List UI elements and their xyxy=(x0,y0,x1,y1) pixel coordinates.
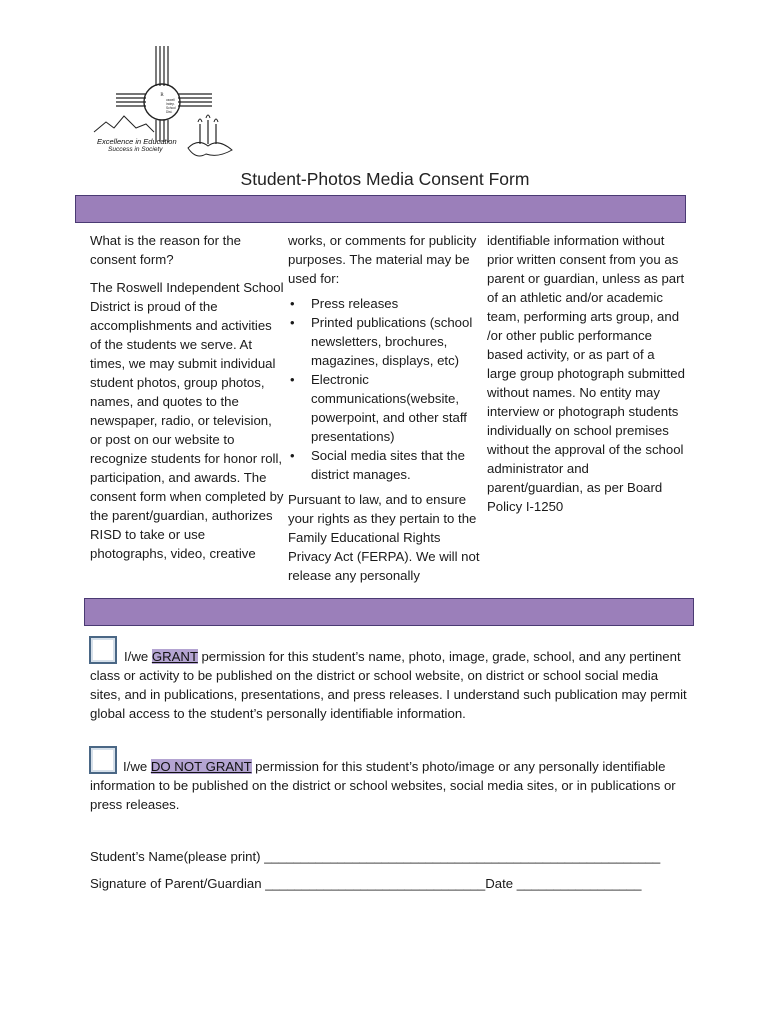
usage-list-item: • Press releases xyxy=(288,294,484,313)
info-column-2 xyxy=(288,231,484,585)
deny-text: permission for this student’s photo/image or any personally identifiable information to be published on the district or school websites, social media sites, or in publications or press releases. xyxy=(90,759,676,812)
svg-text:Dist.: Dist. xyxy=(166,110,173,114)
privacy-body: identifiable information without prior written consent from you as parent or guardian, unless as part of an athletic and/or academic team, performing arts group, and /or other public performance based activity, or as part of a large group photograph submitted without names. No entity may interview or photograph students individually on school premises without the approval of the school administrator and parent/guardian, as per Board Policy I-1250 xyxy=(487,233,685,514)
logo-caption-success: Success in Society xyxy=(108,146,163,153)
svg-text:oswell: oswell xyxy=(166,98,175,102)
deny-keyword: DO NOT GRANT xyxy=(150,759,252,774)
svg-text:School: School xyxy=(166,106,176,110)
usage-list-item: • Electronic communications(website, powerpoint, and other staff presentations) xyxy=(288,370,484,446)
section-header-band xyxy=(75,195,686,223)
parent-signature-field[interactable]: Signature of Parent/Guardian ______________________________Date _________________ xyxy=(90,876,642,891)
grant-statement xyxy=(90,647,690,723)
deny-statement xyxy=(90,757,690,814)
ferpa-text: Pursuant to law, and to ensure your rights as they pertain to the Family Educational Rights Privacy Act (FERPA). We will not release any personally xyxy=(288,492,480,583)
svg-text:R: R xyxy=(160,93,164,98)
usage-list-item: • Printed publications (school newsletters, brochures, magazines, displays, etc) xyxy=(288,313,484,370)
form-title: Student-Photos Media Consent Form xyxy=(240,169,530,189)
info-column-1 xyxy=(90,231,285,563)
grant-text: permission for this student’s name, photo, image, grade, school, and any pertinent class or activity to be published on the district or school website, on district or school social media sites, and in publications, presentations, and press releases. I understand such publication may permit global access to the student’s personally identifiable information. xyxy=(90,649,687,721)
deny-prefix: I/we xyxy=(123,759,151,774)
grant-keyword: GRANT xyxy=(151,649,198,664)
reason-body: The Roswell Independent School District is proud of the accomplishments and activities of the students we serve. At times, we may submit individual student photos, group photos, names, and quotes to the newspaper, radio, or television, or post on our website to recognize students for honor roll, participation, and awards. The consent form when completed by the parent/guardian, authorizes RISD to take or use photographs, video, creative xyxy=(90,280,284,561)
logo-caption-excellence: Excellence in Education xyxy=(97,137,177,146)
grant-prefix: I/we xyxy=(124,649,152,664)
consent-header-band xyxy=(84,598,694,626)
usage-list-item: • Social media sites that the district manages. xyxy=(288,446,484,484)
usage-intro: works, or comments for publicity purposes. The material may be used for: xyxy=(288,233,477,286)
svg-text:Indep.: Indep. xyxy=(166,102,175,106)
info-column-3 xyxy=(487,231,687,516)
district-logo xyxy=(88,44,248,174)
student-name-field[interactable]: Student’s Name(please print) ______________________________________________________ xyxy=(90,849,661,864)
usage-list xyxy=(288,294,484,484)
reason-question: What is the reason for the consent form? xyxy=(90,233,241,267)
